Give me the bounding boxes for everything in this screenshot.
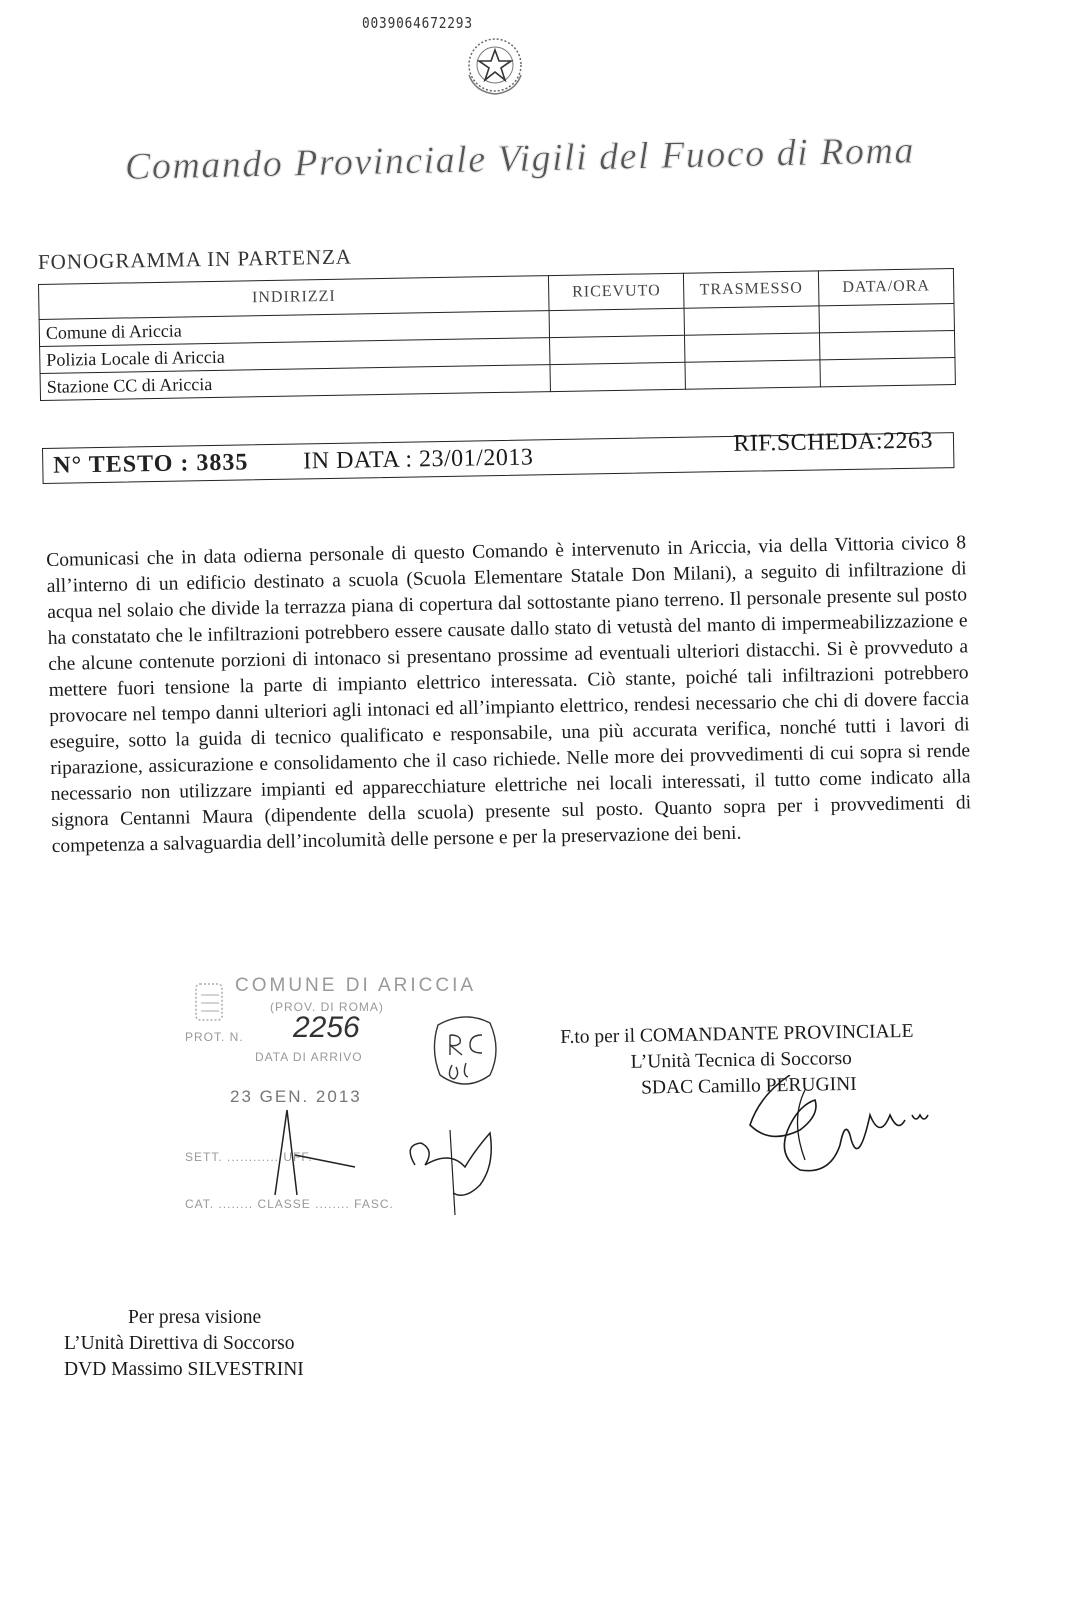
reference-box <box>42 427 954 484</box>
recipients-table <box>38 268 956 401</box>
recipient-address: Stazione CC di Ariccia <box>40 365 551 401</box>
signature-line: F.to per il COMANDANTE PROVINCIALE <box>560 1020 914 1048</box>
stamp-handwritten-marks <box>225 1105 525 1215</box>
stamp-arrival-date: 23 GEN. 2013 <box>230 1087 362 1106</box>
stamp-arrival-label: DATA DI ARRIVO <box>255 1050 363 1064</box>
stamp-municipality: COMUNE DI ARICCIA <box>235 975 477 996</box>
document-type: FONOGRAMMA IN PARTENZA <box>37 244 353 274</box>
signature-line: Per presa visione <box>128 1307 262 1328</box>
handwritten-protocol-number: 2256 <box>293 1011 360 1044</box>
datetime-cell <box>820 358 955 387</box>
text-number: N° TESTO : 3835 <box>53 449 249 479</box>
received-cell <box>549 308 684 337</box>
transmitted-cell <box>685 333 820 362</box>
stamp-province: (PROV. DI ROMA) <box>270 1000 384 1014</box>
signature-line: L’Unità Tecnica di Soccorso <box>630 1047 853 1073</box>
received-cell <box>550 362 685 391</box>
column-header: RICEVUTO <box>549 273 684 310</box>
stamp-crest-icon <box>193 981 227 1025</box>
column-header: DATA/ORA <box>818 269 954 306</box>
signature-line: DVD Massimo SILVESTRINI <box>64 1359 304 1380</box>
stamp-protocol-label: PROT. N. <box>185 1030 244 1044</box>
recipient-address: Polizia Locale di Ariccia <box>40 338 551 374</box>
recipient-address: Comune di Ariccia <box>39 311 550 347</box>
fax-number: 0039064672293 <box>362 14 473 32</box>
stamp-sector-line: SETT. ............ UFF. <box>185 1150 313 1164</box>
received-cell <box>550 335 685 364</box>
datetime-cell <box>819 304 954 333</box>
text-date: IN DATA : 23/01/2013 <box>303 444 534 475</box>
card-reference: RIF.SCHEDA:2263 <box>733 427 934 457</box>
column-header: INDIRIZZI <box>39 276 550 320</box>
organization-title: Comando Provinciale Vigili del Fuoco di Roma <box>124 129 916 188</box>
italian-republic-emblem <box>455 30 535 100</box>
handwritten-rc-note <box>420 1005 510 1095</box>
handwritten-signature-perugini <box>730 1075 940 1180</box>
signature-line: L’Unità Direttiva di Soccorso <box>64 1333 295 1354</box>
receipt-stamp <box>185 975 515 1210</box>
message-body: Comunicasi che in data odierna personale di questo Comando è intervenuto in Ariccia, via della Vittoria civico 8 all’interno di un edificio destinato a scuola (Scuola Elementare Statale Don Milani), a seguito di infiltrazione di acqua nel solaio che divide la terrazza piana di copertura dal sottostante piano terreno. Il personale presente sul posto ha constatato che le infiltrazioni potrebbero essere causate dallo stato di vetustà del manto di impermeabilizzazione e che alcune contenute porzioni di intonaco si presentano prossime ad eventuali ulteriori distacchi. Si è provveduto a mettere fuori tensione la parte di impianto elettrico interessata. Ciò stante, poiché tali infiltrazioni potrebbero provocare nel tempo danni ulteriori agli intonaci ed all’impianto elettrico, rendesi necessario che chi di dovere faccia eseguire, sotto la guida di tecnico qualificato e responsabile, una più accurata verifica, nonché tutti i lavori di riparazione, assicurazione e consolidamento che il caso richiede. Nelle more dei provvedimenti di cui sopra si rende necessario non utilizzare impianti ed apparecchiature elettriche nei locali interessati, il tutto come indicato alla signora Centanni Maura (dipendente della scuola) presente sul posto. Quanto sopra per i provvedimenti di competenza a salvaguardia dell’incolumità delle persone e per la preservazione dei beni. <box>46 532 972 857</box>
datetime-cell <box>820 331 955 360</box>
signature-line: SDAC Camillo PERUGINI <box>640 1073 857 1099</box>
column-header: TRASMESSO <box>684 271 819 308</box>
transmitted-cell <box>685 360 820 389</box>
transmitted-cell <box>684 306 819 335</box>
stamp-category-line: CAT. ........ CLASSE ........ FASC. <box>185 1197 394 1211</box>
director-signature-block <box>64 1305 304 1383</box>
